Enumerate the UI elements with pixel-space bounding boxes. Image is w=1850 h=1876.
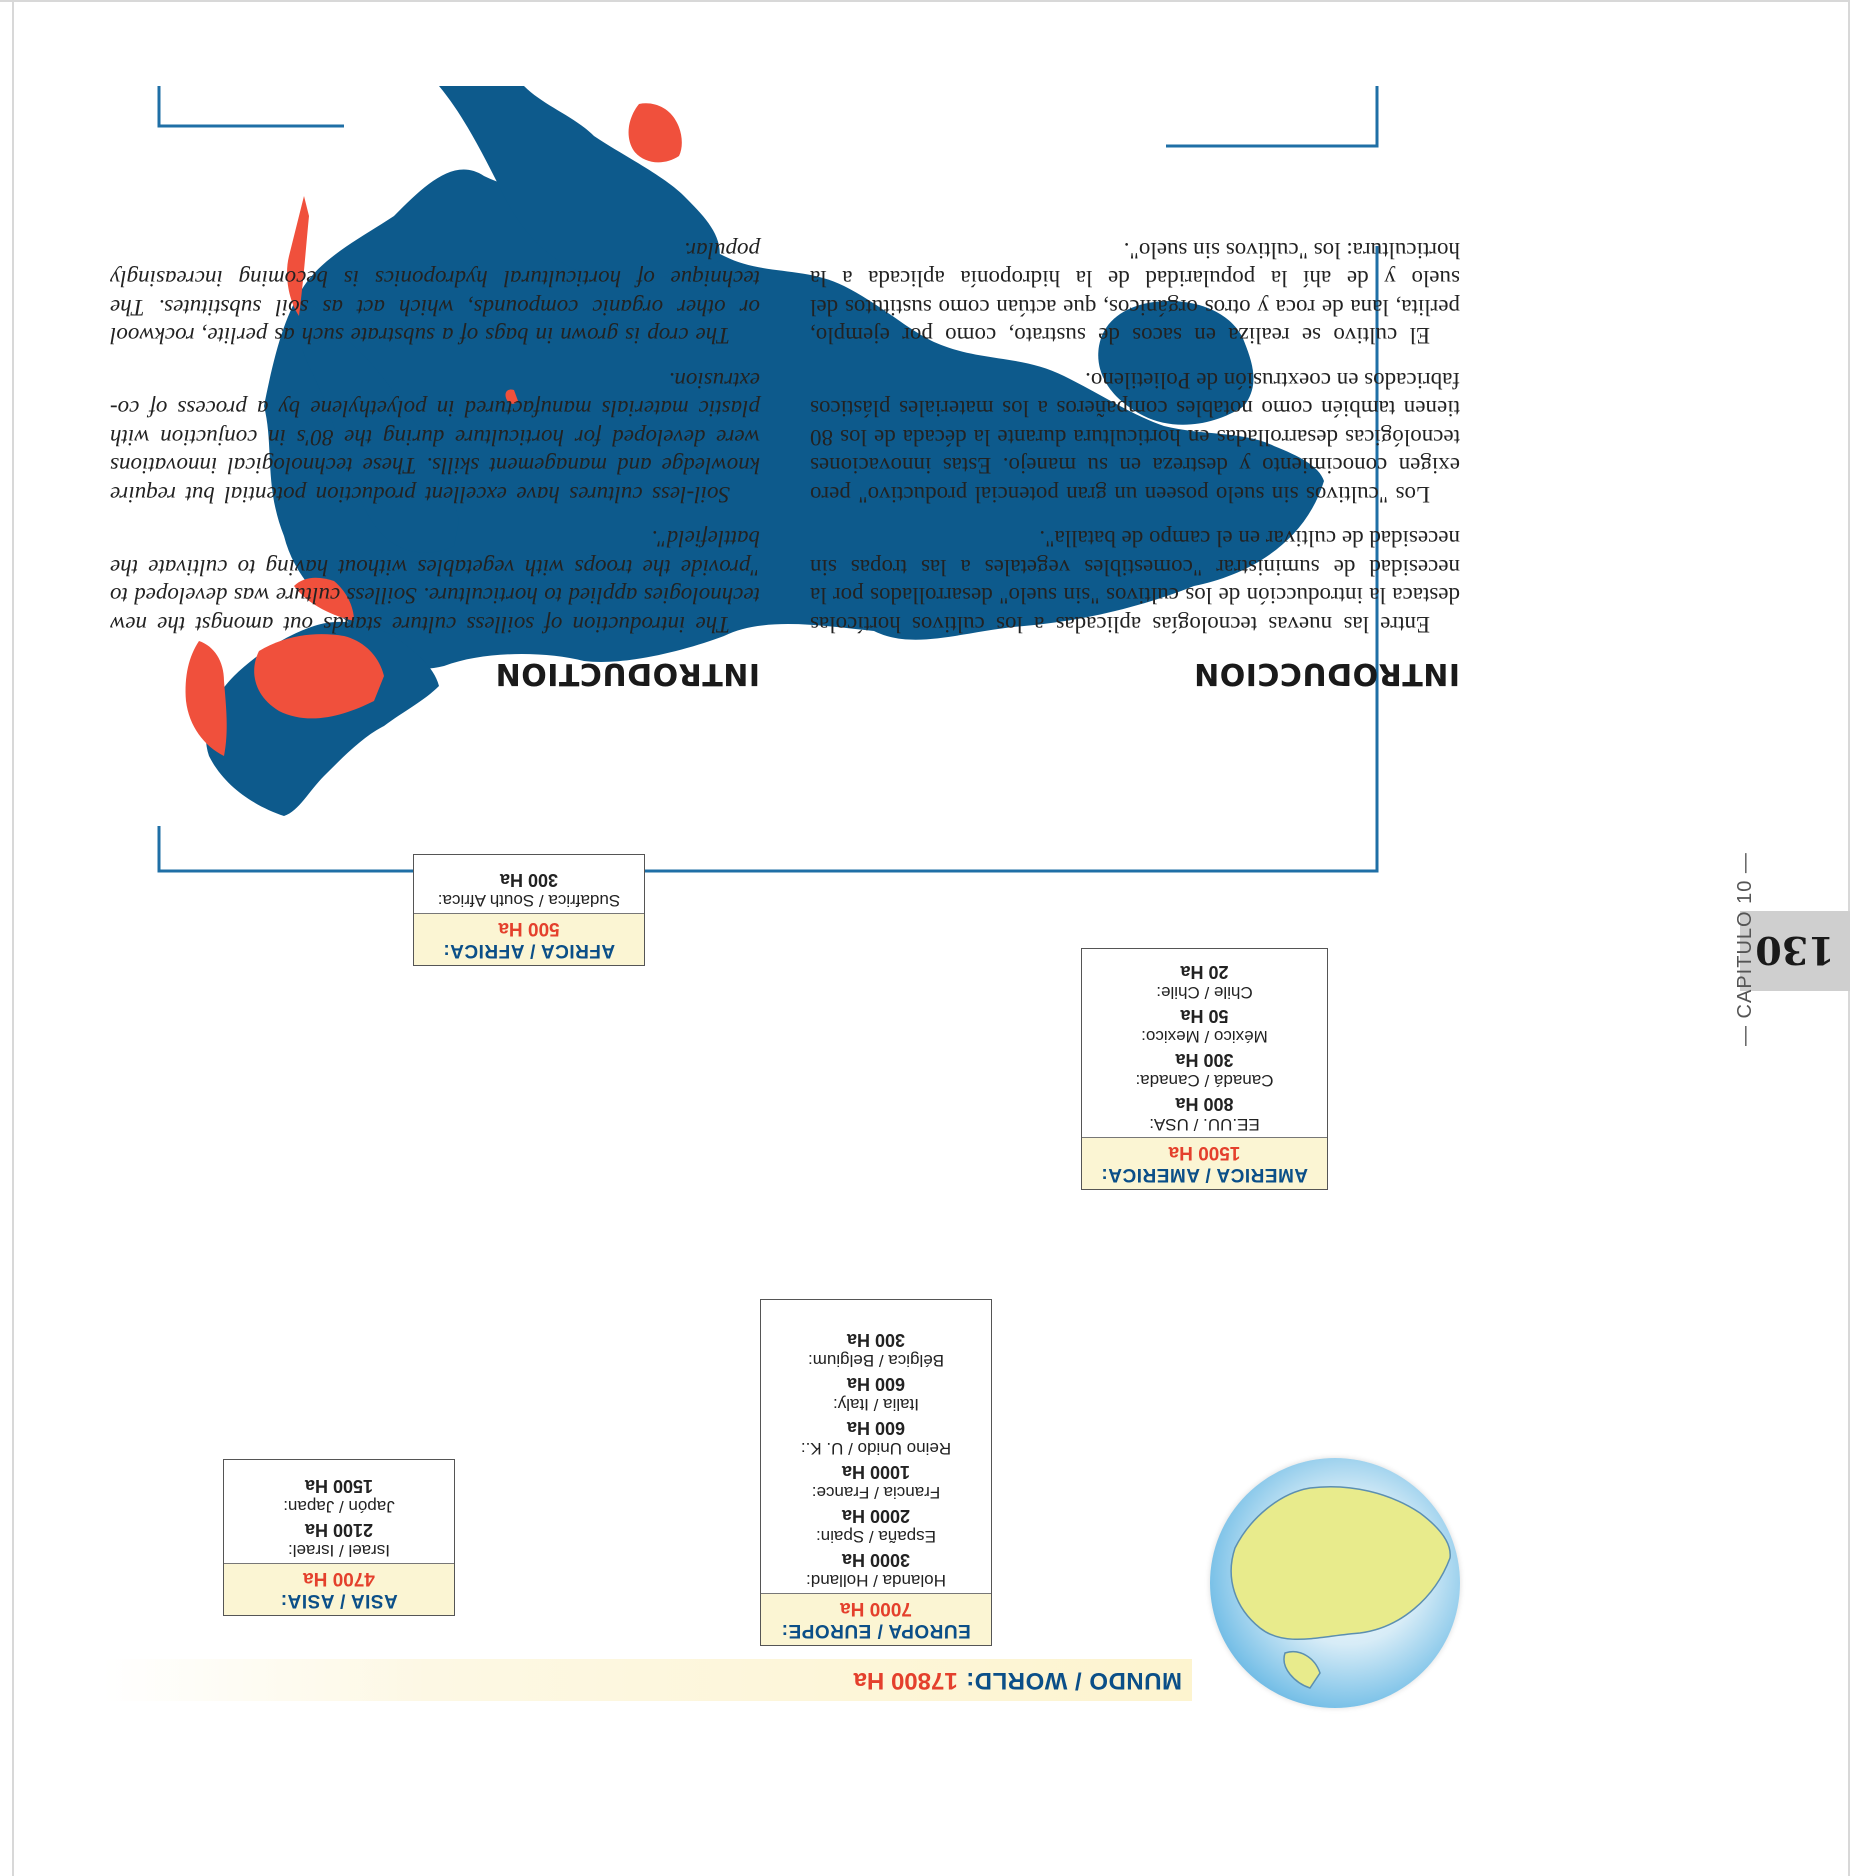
list-item: Bélgica / Belgium: 300 Ha	[807, 1330, 945, 1370]
america-total: 1500 Ha	[1168, 1142, 1241, 1163]
america-data-box	[1081, 948, 1328, 1190]
paragraph: Soil-less cultures have excellent production potential but require knowledge and management skills. These technological innovations were developed for horticulture during the 80's in conjuction with plastic materials manufactured in polyethylene by a process of co-extrusion.	[110, 368, 760, 507]
africa-data-box	[413, 854, 645, 966]
asia-region-label: ASIA / ASIA:	[280, 1590, 398, 1611]
list-item: México / Mexico: 50 Ha	[1141, 1006, 1268, 1046]
globe-continents	[1210, 1458, 1460, 1708]
list-item: Japón / Japan: 1500 Ha	[283, 1476, 395, 1516]
globe-illustration	[1210, 1458, 1460, 1708]
europe-header	[761, 1593, 991, 1645]
english-heading: INTRODUCTION	[495, 656, 760, 691]
asia-data-box	[223, 1459, 455, 1616]
asia-header	[224, 1563, 454, 1615]
list-item: Chile / Chile: 20 Ha	[1156, 962, 1253, 1002]
america-header	[1082, 1137, 1327, 1189]
list-item: Sudafrica / South Africa: 300 Ha	[437, 870, 621, 910]
list-item: Reino Unido / U. K.: 600 Ha	[800, 1418, 952, 1458]
map-frame-line	[1166, 86, 1377, 146]
list-item: Francia / France: 1000 Ha	[811, 1462, 941, 1502]
list-item: Canadá / Canada: 300 Ha	[1135, 1050, 1274, 1090]
europe-data-box	[760, 1299, 992, 1646]
africa-header	[414, 913, 644, 965]
page-edge-bottom	[0, 0, 1850, 2]
chapter-label: — CAPITULO 10 —	[1734, 852, 1756, 1046]
spanish-column	[810, 220, 1460, 692]
page-number: 130	[1755, 928, 1835, 974]
globe-landmass	[1231, 1487, 1450, 1640]
paragraph: The introduction of soilless culture stands out amongst the new technologies applied to horticulture. Soilless culture was developed to "provide the troops with vegetables without having to cultivate the battlefield".	[110, 526, 760, 637]
paragraph: Entre las nuevas tecnologías aplicadas a los cultivos hortícolas destaca la introducción de los cultivos "sin suelo" desarrollados por la necesidad de suministrar "comestibles vegetales a las tropas sin necesidad de cultivar en el campo de batalla".	[810, 526, 1460, 637]
map-frame-line	[159, 86, 344, 126]
paragraph: Los "cultivos sin suelo poseen un gran potencial productivo" pero exigen conocimiento y destreza en su manejo. Estas innovaciones tecnológicas desarrolladas en horticultura durante la década de los 80 tienen también como notables compañeros a los materiales plásticos fabricados en coextrusión de Polietileno.	[810, 368, 1460, 507]
list-item: España / Spain: 2000 Ha	[815, 1506, 937, 1546]
world-total-banner	[102, 1659, 1192, 1701]
world-total-value: 17800 Ha	[853, 1667, 958, 1694]
english-column	[110, 220, 760, 692]
list-item: EE.UU. / USA: 800 Ha	[1149, 1094, 1260, 1134]
page-edge-right	[12, 0, 14, 1876]
world-total-label: MUNDO / WORLD:	[965, 1667, 1182, 1694]
list-item: Italia / Italy: 600 Ha	[833, 1374, 919, 1414]
america-region-label: AMERICA / AMERICA:	[1100, 1164, 1309, 1185]
europe-total: 7000 Ha	[840, 1598, 912, 1619]
globe-island	[1284, 1652, 1320, 1688]
asia-total: 4700 Ha	[303, 1568, 375, 1589]
south-africa-highlight	[629, 103, 682, 162]
list-item: Holanda / Holland: 3000 Ha	[806, 1550, 946, 1590]
paragraph: El cultivo se realiza en sacos de sustrato, como por ejemplo, perlita, lana de roca y otros orgánicos, que actúan como sustitutos del suelo y de ahí la popularidad de la hidroponía aplicada a la horticultura: los "cultivos sin suelo".	[810, 238, 1460, 349]
spanish-heading: INTRODUCCION	[1193, 656, 1460, 691]
europe-region-label: EUROPA / EUROPE:	[781, 1620, 971, 1641]
paragraph: The crop is grown in bags of a substrate such as perlite, rockwool or other organic compounds, which act as soil substitutes. The technique of horticultural hydroponics is becoming increasingly popular.	[110, 238, 760, 349]
africa-region-label: AFRICA / AFRICA:	[442, 940, 616, 961]
africa-total: 500 Ha	[498, 918, 560, 939]
list-item: Israel / Israel: 2100 Ha	[287, 1520, 391, 1560]
